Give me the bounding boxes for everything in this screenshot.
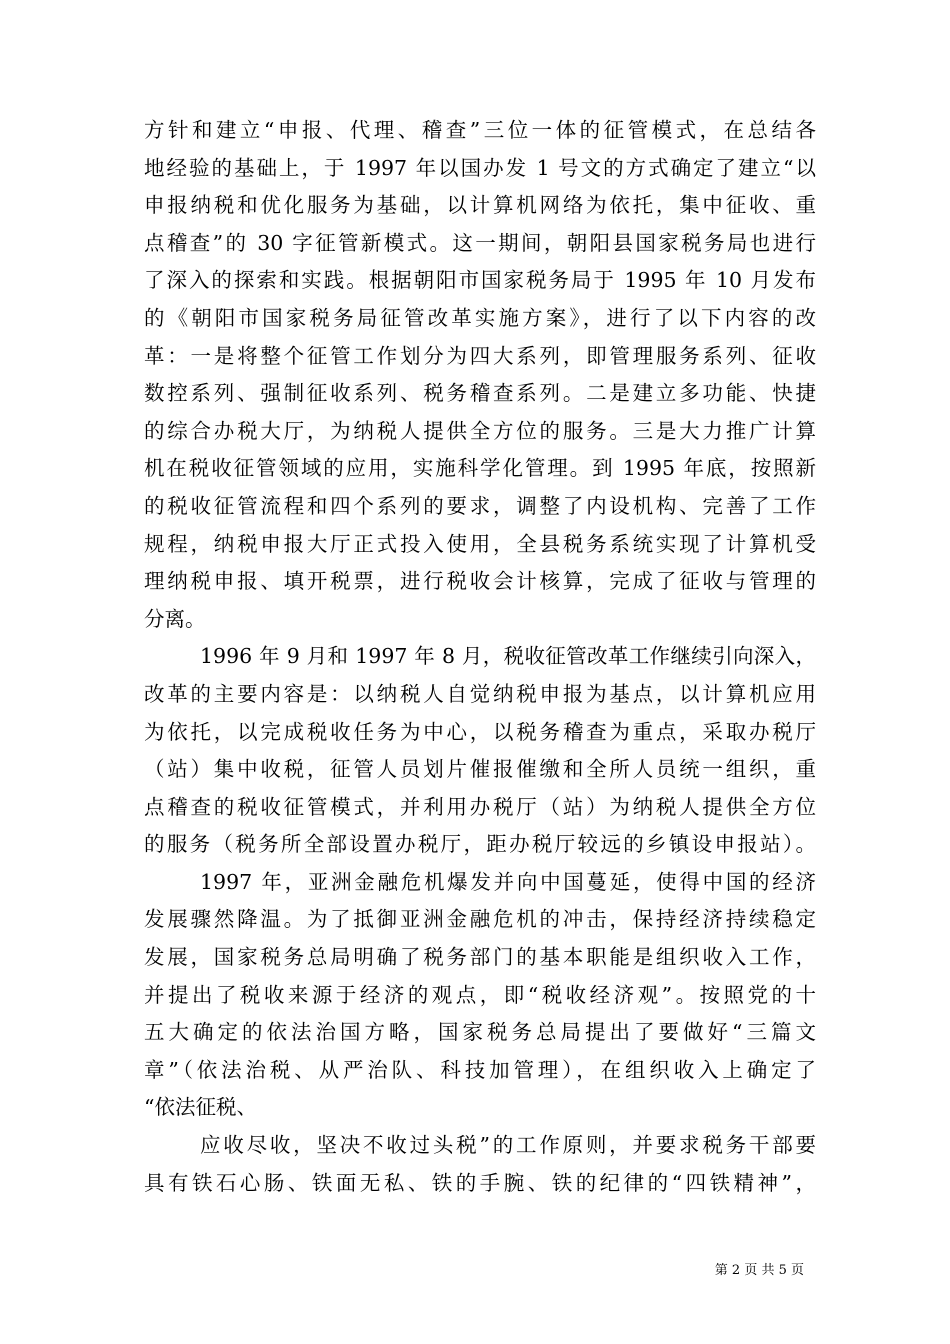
text-line: 申报纳税和优化服务为基础，以计算机网络为依托，集中征收、重 (144, 193, 816, 218)
document-body (144, 112, 816, 1202)
text-line: 规程，纳税申报大厅正式投入使用，全县税务系统实现了计算机受 (144, 531, 816, 556)
text-line: 改革的主要内容是：以纳税人自觉纳税申报为基点，以计算机应用 (144, 681, 816, 706)
page-number: 第 2 页 共 5 页 (714, 1263, 804, 1278)
text-line: 理纳税申报、填开税票，进行税收会计核算，完成了征收与管理的 (144, 569, 816, 594)
text-line: 具有铁石心肠、铁面无私、铁的手腕、铁的纪律的“四铁精神”， (144, 1170, 816, 1195)
text-line: 的服务（税务所全部设置办税厅，距办税厅较远的乡镇设申报站）。 (144, 832, 816, 857)
text-line: 方针和建立“申报、代理、稽查”三位一体的征管模式，在总结各 (144, 118, 816, 142)
text-line: 章”（依法治税、从严治队、科技加管理），在组织收入上确定了 (144, 1057, 816, 1082)
text-line: 五大确定的依法治国方略，国家税务总局提出了要做好“三篇文 (144, 1020, 816, 1045)
text-line: 1996 年 9 月和 1997 年 8 月，税收征管改革工作继续引向深入， (200, 644, 816, 669)
text-line: 点稽查的税收征管模式，并利用办税厅（站）为纳税人提供全方位 (144, 794, 816, 819)
text-line: “依法征税、 (144, 1095, 257, 1120)
text-line: 机在税收征管领域的应用，实施科学化管理。到 1995 年底，按照新 (144, 456, 816, 481)
text-line: 的税收征管流程和四个系列的要求，调整了内设机构、完善了工作 (144, 493, 816, 518)
text-line: 发展骤然降温。为了抵御亚洲金融危机的冲击，保持经济持续稳定 (144, 907, 816, 932)
text-line: 分离。 (144, 606, 206, 631)
text-line: 应收尽收，坚决不收过头税”的工作原则，并要求税务干部要 (200, 1133, 816, 1158)
text-line: 1997 年，亚洲金融危机爆发并向中国蔓延，使得中国的经济 (200, 869, 816, 894)
text-line: 了深入的探索和实践。根据朝阳市国家税务局于 1995 年 10 月发布 (144, 268, 816, 293)
text-line: 数控系列、强制征收系列、税务稽查系列。二是建立多功能、快捷 (144, 381, 816, 406)
text-line: 革：一是将整个征管工作划分为四大系列，即管理服务系列、征收 (144, 343, 816, 368)
text-line: 为依托，以完成税收任务为中心，以税务稽查为重点，采取办税厅 (144, 719, 816, 744)
text-line: 并提出了税收来源于经济的观点，即“税收经济观”。按照党的十 (144, 982, 816, 1007)
text-line: 发展，国家税务总局明确了税务部门的基本职能是组织收入工作， (144, 945, 816, 970)
text-line: （站）集中收税，征管人员划片催报催缴和全所人员统一组织，重 (144, 757, 816, 782)
text-line: 的综合办税大厅，为纳税人提供全方位的服务。三是大力推广计算 (144, 418, 816, 443)
text-line: 的《朝阳市国家税务局征管改革实施方案》，进行了以下内容的改 (144, 305, 816, 330)
text-line: 地经验的基础上，于 1997 年以国办发 1 号文的方式确定了建立“以 (144, 155, 816, 180)
text-line: 点稽查”的 30 字征管新模式。这一期间，朝阳县国家税务局也进行 (144, 230, 816, 255)
